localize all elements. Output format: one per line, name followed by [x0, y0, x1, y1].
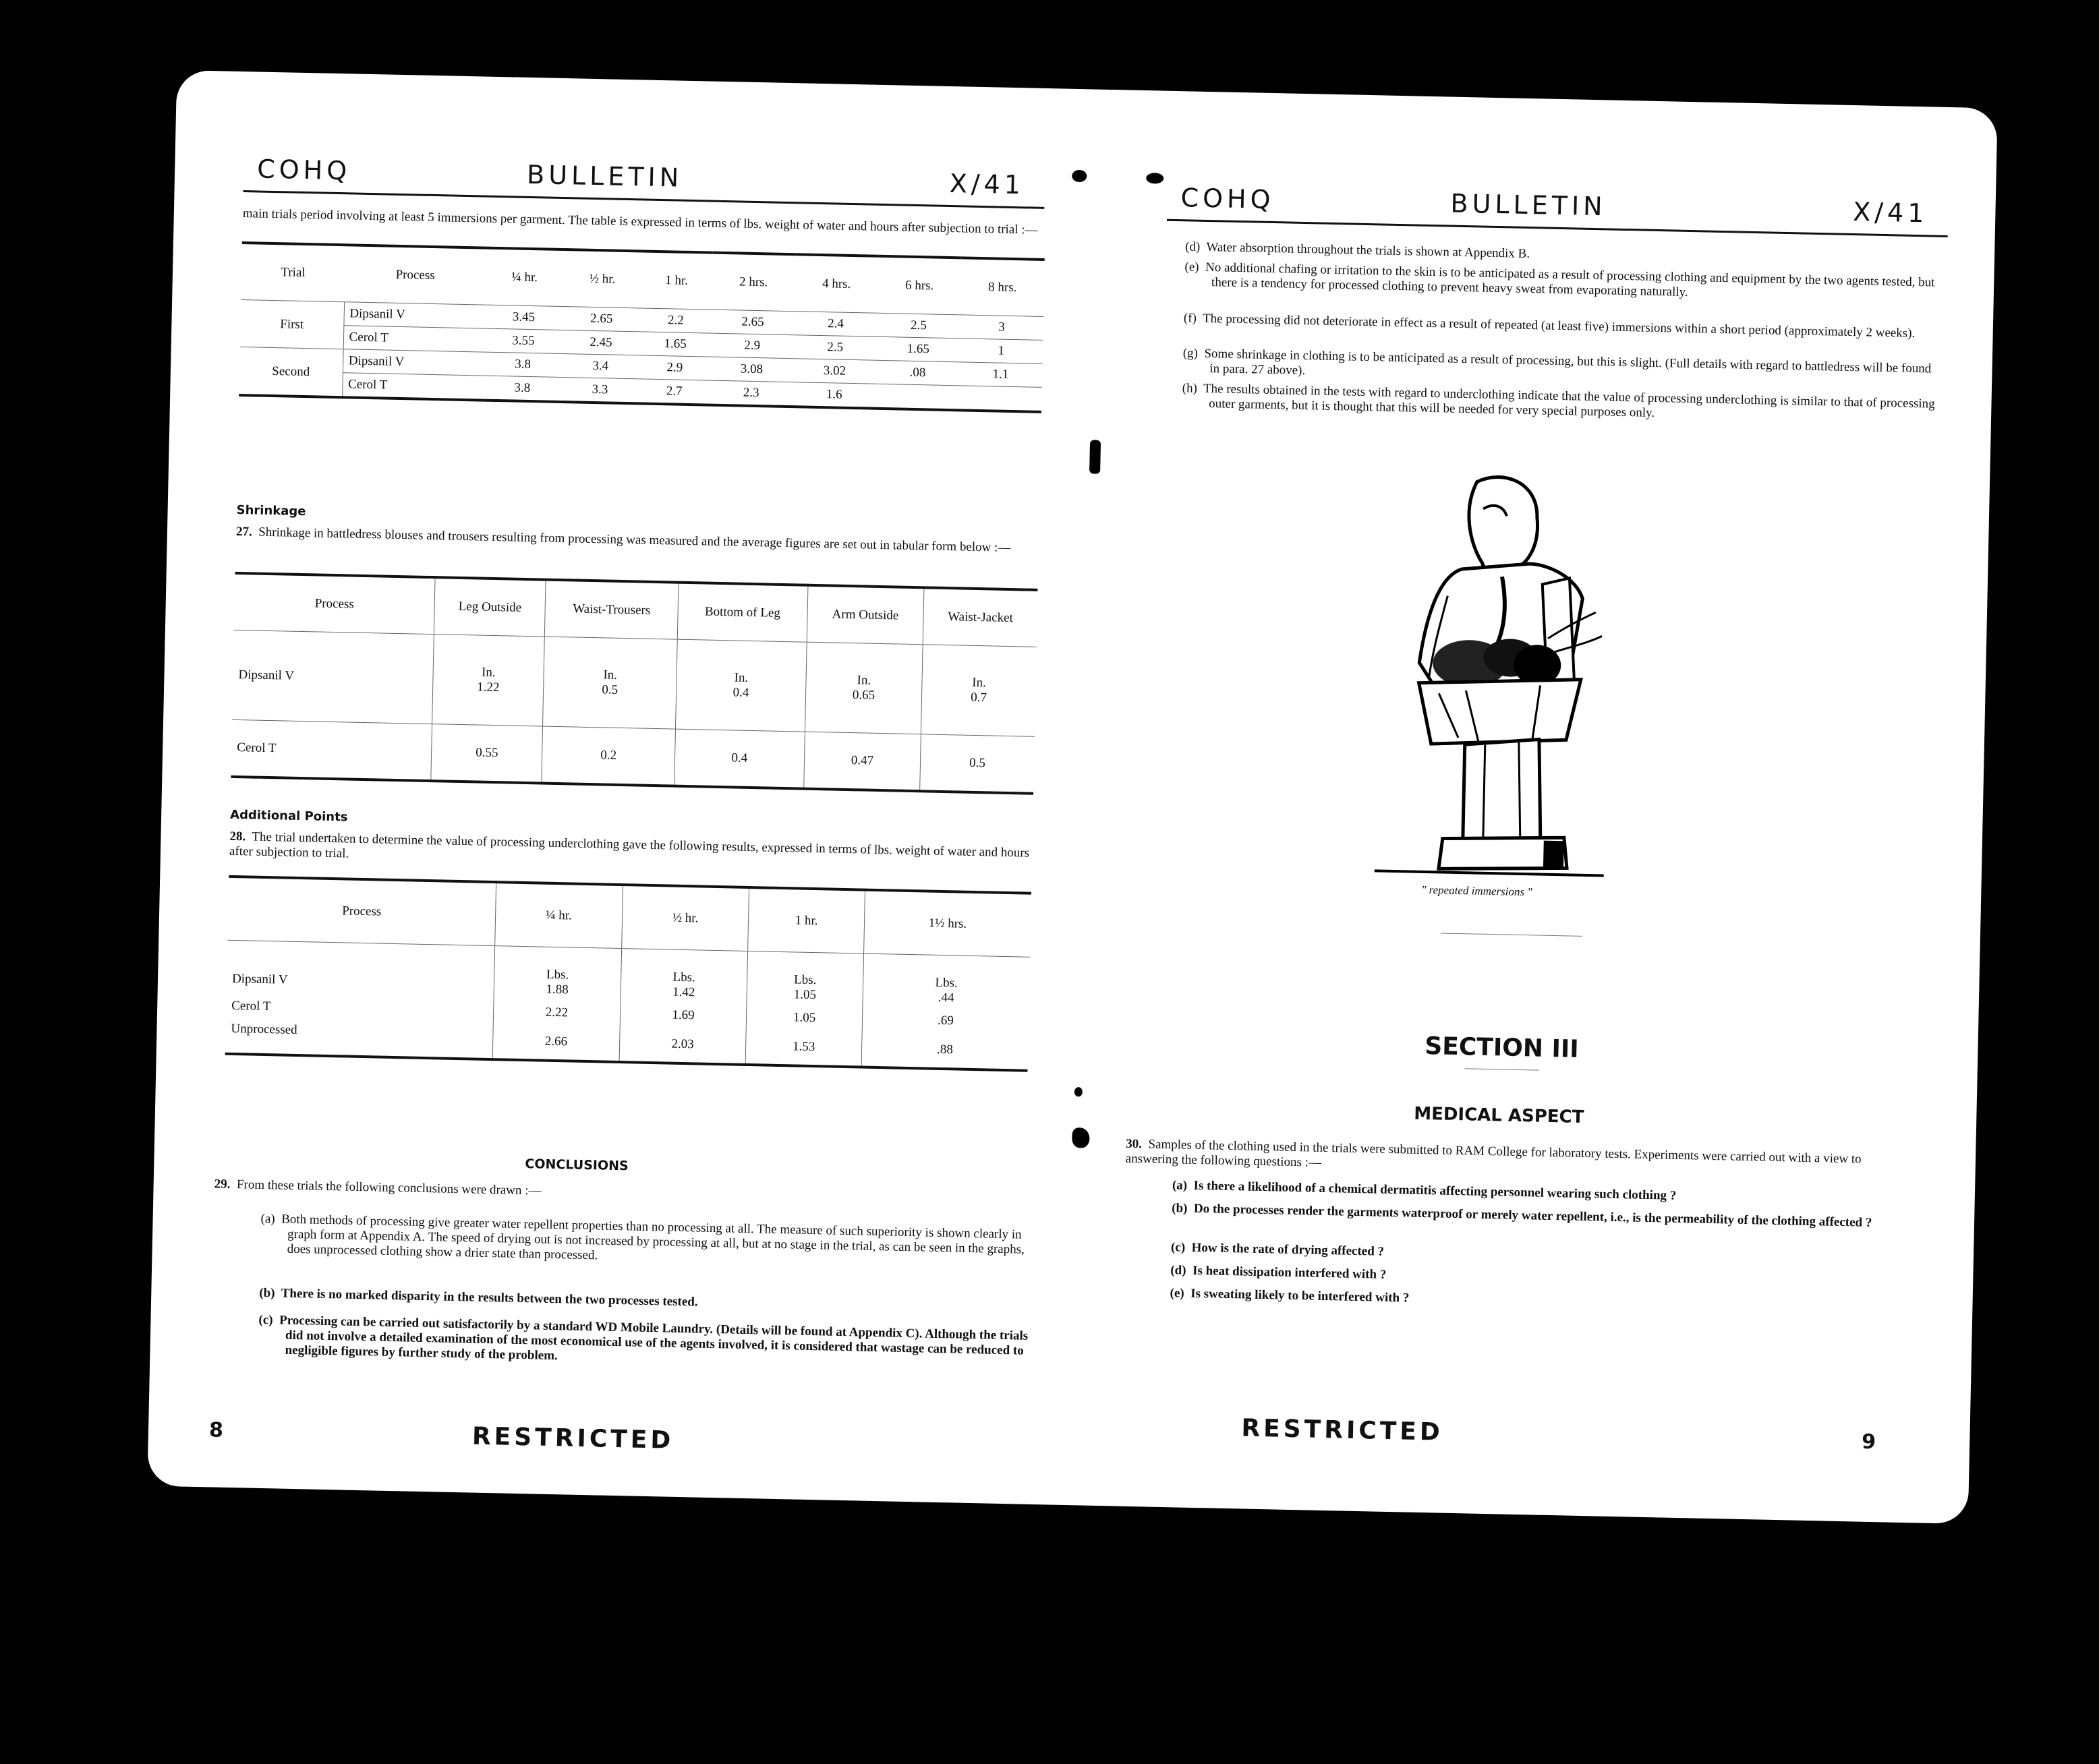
item-label: (b) [1172, 1201, 1188, 1216]
conclusion-item [258, 1313, 1034, 1374]
value: 1.22 [477, 680, 500, 695]
value: 0.7 [970, 690, 987, 705]
conclusion-item [260, 1212, 1036, 1272]
cell: .69 [937, 1013, 954, 1028]
column-header: ½ hr. [621, 885, 749, 951]
value: .44 [938, 990, 954, 1005]
divider [1441, 933, 1582, 936]
cell [805, 642, 923, 734]
cell: 2.22 [493, 1000, 620, 1026]
column-header: Trial [281, 265, 306, 281]
para-text: From these trials the following conclusions were drawn :— [236, 1177, 542, 1198]
unit: In. [857, 673, 871, 688]
cell [675, 639, 807, 732]
cell [543, 637, 677, 729]
point-item [1184, 311, 1939, 341]
value: 1.88 [546, 982, 569, 997]
conclusions-heading: CONCLUSIONS [525, 1156, 629, 1174]
ink-speck [1089, 440, 1101, 473]
cell [958, 386, 1042, 412]
cell: 2.2 [667, 313, 684, 328]
shrinkage-heading: Shrinkage [236, 502, 306, 519]
unit: Lbs. [546, 967, 569, 982]
cell: 0.2 [542, 726, 675, 786]
column-header: Waist-Jacket [948, 610, 1014, 626]
value: 0.4 [732, 685, 749, 700]
cell: 3.8 [514, 357, 531, 372]
cell: 2.9 [744, 338, 761, 353]
item-label: (d) [1170, 1263, 1186, 1278]
underclothing-table [225, 875, 1031, 1072]
cell: .88 [936, 1042, 954, 1057]
item-text: Do the processes render the garments waterproof or merely water repellent, i.e., is the permeability of the clothing affected ? [1193, 1201, 1872, 1230]
item-label: (f) [1183, 311, 1197, 326]
column-header: 8 hrs. [987, 280, 1017, 295]
item-text: Processing can be carried out satisfactorily by a standard WD Mobile Laundry. (Details will be found at Appendix C). Although the trials did not involve a detailed examination of the most economical use of the agents involved, it is considered that wastage can be reduced to negligible figures by further study of the problem. [279, 1313, 1029, 1363]
right-page [1091, 90, 1978, 1523]
column-header: Leg Outside [434, 577, 546, 637]
cell: 2.65 [590, 311, 613, 326]
cell: 2.5 [910, 318, 927, 333]
header-center: BULLETIN [1450, 188, 1607, 222]
cell [875, 384, 959, 410]
para-text: The trial undertaken to determine the value of processing underclothing gave the following results, expressed in terms of lbs. weight of water and hours after subjection to trial. [229, 829, 1030, 861]
cell [621, 949, 748, 1005]
cell [432, 635, 545, 726]
para-30 [1126, 1137, 1909, 1183]
cell: Dipsanil V [348, 353, 405, 370]
cell: 3.02 [823, 363, 846, 378]
item-text: Both methods of processing give greater water repellent properties than no processing at all. The measure of such superiority is shown clearly in graph form at Appendix A. The speed of drying out is not increased by processing at all, but at no stage in the trial, as can be seen in the graphs, does unprocessed clothing show a drier state than processed. [281, 1212, 1025, 1263]
cell: 1 [998, 343, 1005, 358]
table-row [232, 630, 1037, 736]
cell: 0.55 [431, 724, 543, 784]
cell: 3 [998, 320, 1005, 334]
item-text: How is the rate of drying affected ? [1191, 1240, 1385, 1259]
item-label: (g) [1182, 346, 1199, 361]
item-label: (e) [1170, 1286, 1184, 1301]
column-header: Waist-Trousers [545, 580, 679, 640]
cell: 1.53 [745, 1028, 862, 1067]
cell: 0.5 [969, 755, 986, 771]
item-text: The processing did not deteriorate in effect as a result of repeated (at least five) immersions within a short period (approximately 2 weeks). [1202, 311, 1916, 341]
para-27 [236, 525, 1039, 556]
para-number: 29. [214, 1177, 231, 1192]
row-label: Cerol T [231, 719, 432, 781]
header-right: X/41 [1852, 197, 1928, 229]
cell: Cerol T [349, 330, 389, 345]
cell: 2.3 [743, 385, 759, 401]
page-number: 9 [1861, 1430, 1876, 1454]
column-header: Process [234, 573, 435, 635]
item-text: Is heat dissipation interfered with ? [1192, 1263, 1387, 1282]
unit: Lbs. [672, 970, 696, 985]
cell: 3.8 [514, 380, 531, 396]
divider [1465, 1068, 1539, 1070]
footer-restricted: RESTRICTED [471, 1422, 674, 1454]
cell: 0.4 [674, 729, 805, 789]
bulletin-spread [147, 70, 1997, 1524]
unit: In. [603, 668, 618, 682]
cell: 1.69 [620, 1003, 747, 1028]
row-label: Unprocessed [225, 1018, 494, 1059]
value: 1.42 [672, 984, 695, 1000]
section-subtitle: MEDICAL ASPECT [1413, 1103, 1584, 1127]
ink-speck [1072, 1127, 1090, 1148]
ink-speck [1074, 1087, 1083, 1096]
cell: 2.5 [827, 340, 844, 355]
item-label: (d) [1184, 239, 1201, 254]
cell: 1.65 [664, 336, 687, 351]
cell: 1.6 [826, 387, 842, 402]
illustration-caption: " repeated immersions " [1421, 883, 1532, 899]
unit: In. [972, 675, 987, 690]
cell: 2.66 [492, 1023, 620, 1062]
para-number: 28. [229, 829, 246, 844]
header-center: BULLETIN [526, 159, 683, 193]
row-label: First [240, 300, 344, 349]
para-number: 27. [235, 524, 252, 539]
cell: 3.08 [740, 361, 764, 377]
cell: 2.65 [741, 314, 764, 330]
para-number: 30. [1126, 1136, 1143, 1152]
cell [863, 953, 1030, 1011]
left-page [167, 71, 1074, 1505]
item-text: The results obtained in the tests with regard to underclothing indicate that the value of processing underclothing is similar to that of processing outer garments, but it is thought that this will be needed for very special purposes only. [1203, 381, 1935, 420]
page-header [1167, 172, 1949, 237]
item-label: (e) [1184, 260, 1199, 274]
item-text: Is sweating likely to be interfered with ? [1190, 1286, 1410, 1305]
footer-restricted: RESTRICTED [1241, 1414, 1444, 1446]
row-label: Dipsanil V [227, 940, 495, 1000]
cartoon-illustration [1360, 459, 1626, 896]
column-header: 1½ hrs. [928, 916, 967, 931]
water-table-1 [239, 241, 1045, 413]
item-text: Water absorption throughout the trials is shown at Appendix B. [1206, 239, 1530, 262]
row-label: Cerol T [226, 995, 494, 1023]
header-right: X/41 [949, 168, 1025, 200]
wash-tub [1375, 675, 1608, 875]
column-header: Bottom of Leg [677, 583, 808, 643]
unit: In. [734, 670, 749, 685]
header-left: COHQ [1180, 183, 1275, 215]
cell [747, 951, 863, 1007]
item-text: Is there a likelihood of a chemical dermatitis affecting personnel wearing such clothing ? [1193, 1178, 1677, 1203]
unit: Lbs. [935, 975, 958, 991]
column-header: ½ hr. [589, 271, 616, 287]
ink-speck [1146, 173, 1163, 184]
cell: 1.05 [746, 1005, 862, 1031]
column-header: 1 hr. [665, 273, 689, 288]
column-header: 6 hrs. [904, 278, 934, 293]
para-28 [229, 829, 1033, 876]
shrinkage-table [231, 572, 1037, 795]
cell: Cerol T [347, 377, 388, 392]
cell: 2.4 [827, 316, 844, 331]
item-label: (a) [1172, 1178, 1188, 1193]
cell: 3.3 [592, 382, 608, 397]
cell: 1.65 [907, 341, 930, 357]
column-header: 1 hr. [748, 887, 865, 953]
ink-speck [1072, 170, 1087, 182]
row-label: Second [239, 347, 343, 398]
cell: Dipsanil V [349, 306, 406, 322]
value: 0.5 [602, 682, 619, 697]
cell: 2.7 [666, 384, 683, 399]
value: 1.05 [793, 987, 817, 1003]
item-label: (a) [260, 1211, 275, 1227]
additional-points-heading: Additional Points [229, 807, 348, 825]
column-header: 2 hrs. [739, 274, 768, 290]
item-text: No additional chafing or irritation to the skin is to be anticipated as a result of processing clothing and equipment by the two agents tested, but there is a tendency for processed clothing to prevent heavy sweat from evaporating naturally. [1205, 260, 1935, 299]
item-text: There is no marked disparity in the results between the two processes tested. [281, 1286, 698, 1310]
cell: 2.45 [590, 334, 612, 350]
cell: 2.03 [619, 1026, 747, 1065]
column-header: ¼ hr. [511, 270, 538, 285]
value: 0.65 [852, 688, 875, 703]
cell: 3.55 [511, 333, 535, 349]
column-header: Process [227, 877, 496, 946]
cell: 1.1 [992, 367, 1009, 382]
item-label: (c) [1170, 1240, 1186, 1255]
para-29 [214, 1177, 1016, 1208]
item-label: (h) [1182, 381, 1198, 396]
header-left: COHQ [256, 154, 351, 186]
page-number: 8 [208, 1418, 224, 1442]
column-header: Process [395, 267, 435, 283]
cell: 0.47 [803, 732, 921, 791]
cell: 3.45 [512, 310, 536, 325]
column-header: 4 hrs. [822, 276, 851, 291]
para-text: Shrinkage in battledress blouses and trousers resulting from processing was measured and the average figures are set out in tabular form below :— [258, 525, 1011, 555]
section-title: SECTION III [1424, 1032, 1580, 1063]
item-label: (b) [259, 1285, 275, 1301]
column-header: ¼ hr. [495, 882, 623, 948]
page-header [243, 143, 1045, 209]
item-label: (c) [258, 1312, 273, 1328]
cell [921, 645, 1036, 736]
item-text: Some shrinkage in clothing is to be anticipated as a result of processing, but this is slight. (Full details with regard to battledress will be found in para. 27 above). [1204, 346, 1932, 378]
unit: In. [481, 665, 496, 680]
unit: Lbs. [793, 972, 817, 988]
para-text: Samples of the clothing used in the trials were submitted to RAM College for laboratory tests. Experiments were carried out with a view to answering the following questions :— [1125, 1137, 1862, 1170]
column-header: Arm Outside [807, 585, 924, 645]
cell: 2.9 [666, 360, 683, 375]
row-label: Dipsanil V [232, 630, 434, 724]
cell: 3.4 [592, 358, 609, 374]
conclusion-item [259, 1286, 1035, 1317]
cell [494, 946, 621, 1003]
cell: .08 [909, 365, 926, 380]
intro-text: main trials period involving at least 5 immersions per garment. The table is expressed in terms of lbs. weight of water and hours after subjection to trial :— [242, 206, 1038, 237]
